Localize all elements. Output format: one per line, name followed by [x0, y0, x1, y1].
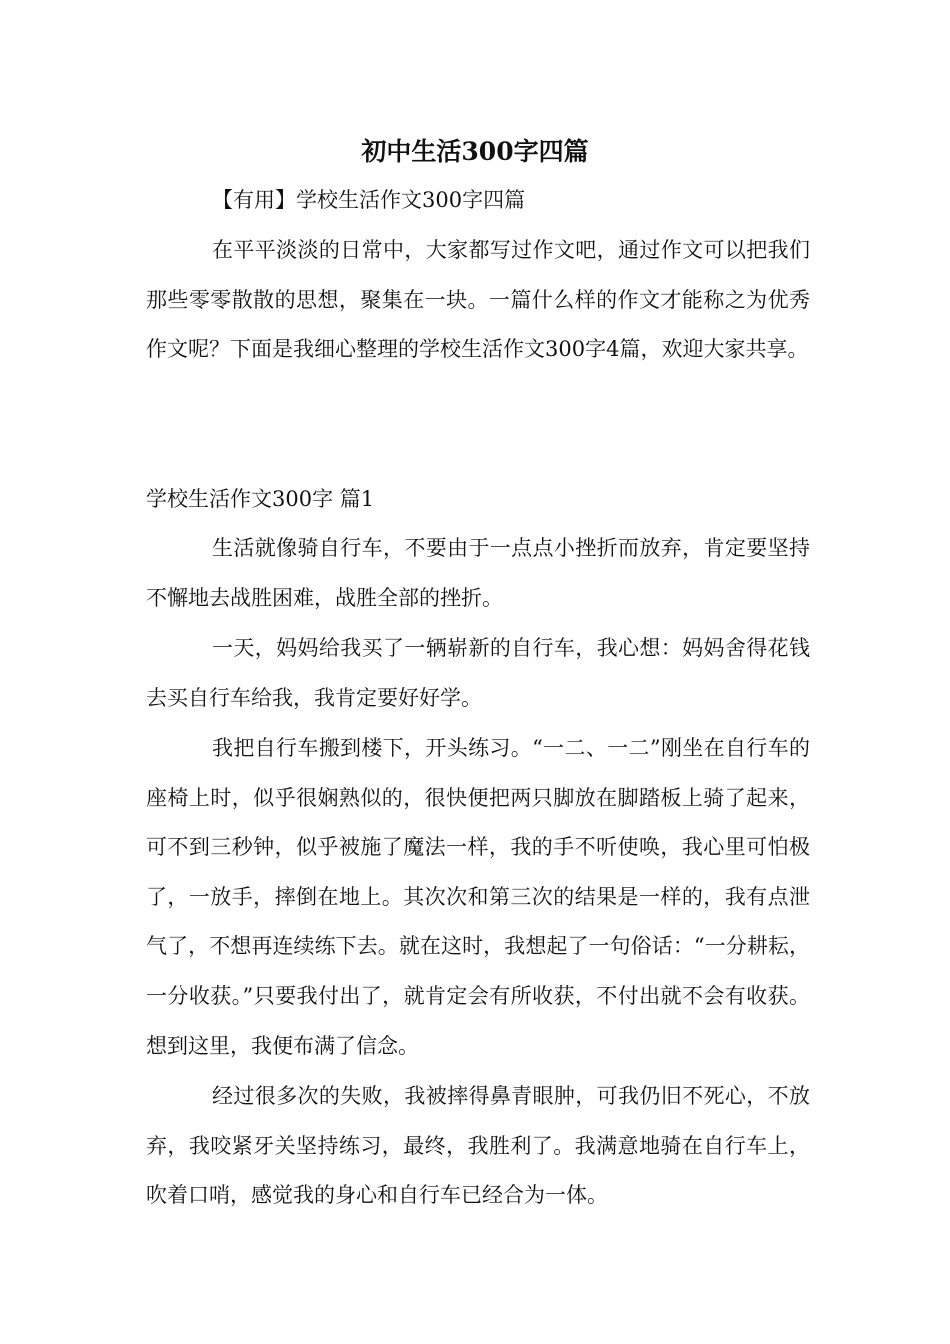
section-heading: 学校生活作文300字 篇1	[146, 487, 375, 511]
body-paragraph: 经过很多次的失败，我被摔得鼻青眼肿，可我仍旧不死心，不放弃，我咬紧牙关坚持练习，最终，我胜利了。我满意地骑在自行车上，吹着口哨，感觉我的身心和自行车已经合为一体。	[146, 1084, 810, 1208]
document-title: 初中生活300字四篇	[361, 137, 589, 166]
body-paragraph: 生活就像骑自行车，不要由于一点点小挫折而放弃，肯定要坚持不懈地去战胜困难，战胜全部的挫折。	[146, 536, 810, 610]
document-subtitle: 【有用】学校生活作文300字四篇	[212, 188, 526, 212]
body-paragraph: 我把自行车搬到楼下，开头练习。“一二、一二”刚坐在自行车的座椅上时，似乎很娴熟似的，很快便把两只脚放在脚踏板上骑了起来，可不到三秒钟，似乎被施了魔法一样，我的手不听使唤，我心里可怕极了，一放手，摔倒在地上。其次次和第三次的结果是一样的，我有点泄气了，不想再连续练下去。就在这时，我想起了一句俗话：“一分耕耘，一分收获。”只要我付出了，就肯定会有所收获，不付出就不会有收获。想到这里，我便布满了信念。	[146, 736, 810, 1058]
intro-paragraph: 在平平淡淡的日常中，大家都写过作文吧，通过作文可以把我们那些零零散散的思想，聚集在一块。一篇什么样的作文才能称之为优秀作文呢？下面是我细心整理的学校生活作文300字4篇，欢迎大家共享。	[146, 238, 810, 362]
body-paragraph: 一天，妈妈给我买了一辆崭新的自行车，我心想：妈妈舍得花钱去买自行车给我，我肯定要好好学。	[146, 636, 810, 710]
